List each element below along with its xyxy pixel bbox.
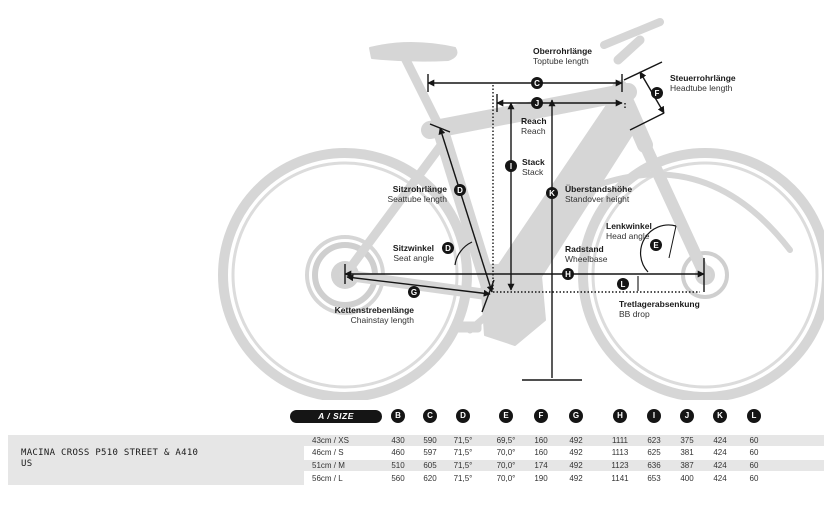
column-header-e: E [499,409,513,423]
label-reach: Reach Reach [521,116,547,136]
table-cell: 71,5° [453,448,473,457]
column-header-i: I [647,409,661,423]
svg-text:E: E [653,241,659,250]
marker-g [408,286,420,298]
column-header-l: L [747,409,761,423]
table-cell: 560 [391,474,405,483]
svg-text:I: I [509,162,513,171]
table-cell: 160 [534,436,548,445]
table-cell: 60 [749,448,759,457]
table-cell: 590 [423,436,437,445]
table-cell: 424 [713,448,727,457]
size-column-header: A / SIZE [290,410,382,423]
table-cell: 620 [423,474,437,483]
table-cell: 70,0° [496,448,516,457]
table-cell: 381 [680,448,694,457]
table-cell: 69,5° [496,436,516,445]
table-cell: 70,0° [496,474,516,483]
table-cell: 160 [534,448,548,457]
table-cell: 387 [680,461,694,470]
table-cell: 460 [391,448,405,457]
column-header-f: F [534,409,548,423]
table-cell: 71,5° [453,474,473,483]
marker-i [505,160,517,172]
svg-text:L: L [620,280,626,289]
table-cell: 653 [647,474,661,483]
table-cell: 190 [534,474,548,483]
label-toptube: Oberrohrlänge Toptube length [533,46,593,66]
svg-text:C: C [534,79,540,88]
svg-text:K: K [549,189,555,198]
label-wheelbase: Radstand Wheelbase [565,244,608,264]
table-cell: 430 [391,436,405,445]
table-cell: 424 [713,461,727,470]
model-name: MACINA CROSS P510 STREET & A410 US [21,448,199,469]
table-cell: 636 [647,461,661,470]
label-stack: Stack Stack [522,157,545,177]
table-cell: 60 [749,461,759,470]
table-cell: 1111 [611,436,628,445]
table-cell: 625 [647,448,661,457]
size-cell: 51cm / M [312,461,345,470]
svg-text:D: D [445,244,451,253]
svg-text:J: J [534,99,540,108]
column-header-j: J [680,409,694,423]
table-cell: 71,5° [453,461,473,470]
column-header-b: B [391,409,405,423]
label-seattube: Sitzrohrlänge Seattube length [387,184,447,204]
table-cell: 424 [713,436,727,445]
table-cell: 492 [569,474,583,483]
model-cell [8,435,304,485]
marker-d-angle [442,242,454,254]
table-cell: 492 [569,448,583,457]
table-cell: 424 [713,474,727,483]
table-cell: 605 [423,461,437,470]
table-cell: 597 [423,448,437,457]
table-cell: 174 [534,461,548,470]
column-header-g: G [569,409,583,423]
marker-f [651,87,663,99]
table-cell: 375 [680,436,694,445]
marker-d-seattube [454,184,466,196]
column-header-d: D [456,409,470,423]
table-row [304,435,824,446]
marker-h [562,268,574,280]
table-row [304,447,824,458]
table-cell: 492 [569,461,583,470]
table-cell: 510 [391,461,405,470]
table-cell: 60 [749,436,759,445]
size-cell: 46cm / S [312,448,344,457]
column-header-k: K [713,409,727,423]
marker-j [531,97,543,109]
column-header-h: H [613,409,627,423]
table-cell: 70,0° [496,461,516,470]
marker-l [617,278,629,290]
label-headtube: Steuerrohrlänge Headtube length [670,73,736,93]
svg-text:G: G [410,288,418,297]
size-cell: 56cm / L [312,474,343,483]
geometry-table [0,406,824,507]
label-standover: Überstandshöhe Standover height [565,184,633,204]
table-cell: 1123 [611,461,629,470]
marker-c [531,77,543,89]
table-cell: 71,5° [453,436,473,445]
table-cell: 1141 [611,474,629,483]
column-header-c: C [423,409,437,423]
svg-text:D: D [457,186,463,195]
table-row [304,473,824,484]
table-cell: 492 [569,436,583,445]
table-cell: 1113 [611,448,629,457]
table-cell: 60 [749,474,759,483]
table-row [304,460,824,471]
size-cell: 43cm / XS [312,436,349,445]
label-headangle: Lenkwinkel Head angle [606,221,652,241]
label-chainstay: Kettenstrebenlänge Chainstay length [334,305,414,325]
table-cell: 623 [647,436,661,445]
label-bbdrop: Tretlagerabsenkung BB drop [619,299,700,319]
svg-text:H: H [565,270,571,279]
label-seatangle: Sitzwinkel Seat angle [392,243,434,263]
svg-text:F: F [654,89,660,98]
marker-k [546,187,558,199]
table-cell: 400 [680,474,694,483]
